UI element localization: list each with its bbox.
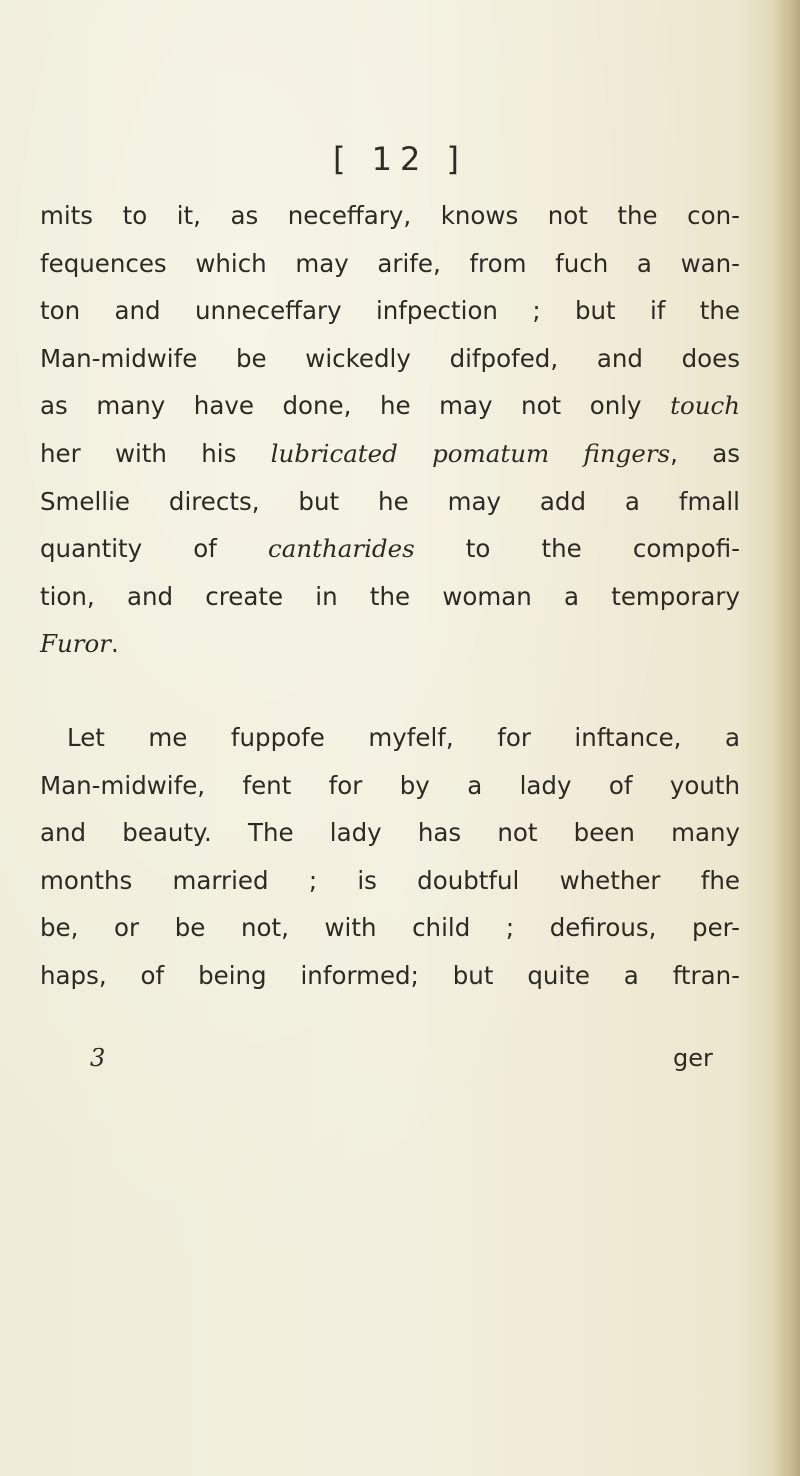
page-number-header: [ 12 ] <box>332 140 468 178</box>
italic-text: touch <box>670 391 740 421</box>
text-segment: fequences which may arife, from fuch a wan- <box>40 248 740 278</box>
text-segment: Let me fuppofe myfelf, for inftance, a <box>67 722 740 752</box>
text-segment: haps, of being informed; but quite a ftran- <box>40 960 740 990</box>
text-segment: months married ; is doubtful whether fhe <box>40 865 740 895</box>
text-segment: Man-midwife be wickedly difpofed, and does <box>40 343 740 373</box>
text-line <box>40 192 740 240</box>
text-segment: to the compofi- <box>414 534 740 564</box>
text-line <box>40 952 740 1000</box>
text-segment: Smellie directs, but he may add a fmall <box>40 486 740 516</box>
text-segment: as many have done, he may not only <box>40 391 671 421</box>
text-segment: Man-midwife, fent for by a lady of youth <box>40 770 740 800</box>
paragraph <box>40 192 740 668</box>
paragraph-gap <box>40 668 740 714</box>
text-line <box>40 287 740 335</box>
text-segment: her with his <box>40 438 271 468</box>
text-line <box>40 857 740 905</box>
text-line <box>40 714 740 762</box>
text-segment: mits to it, as neceffary, knows not the con- <box>40 201 740 230</box>
italic-text: cantharides <box>268 534 415 564</box>
page-footer <box>0 1044 800 1084</box>
text-line <box>40 240 740 288</box>
text-segment: quantity of <box>40 534 269 564</box>
text-line <box>40 904 740 952</box>
text-segment: ton and unneceffary infpection ; but if the <box>40 296 740 326</box>
text-segment: , as <box>670 438 740 468</box>
catchword: ger <box>673 1044 713 1072</box>
text-line <box>40 762 740 810</box>
text-segment: be, or be not, with child ; defirous, per- <box>40 913 740 943</box>
text-segment: and beauty. The lady has not been many <box>40 818 740 848</box>
text-line <box>40 620 740 668</box>
text-segment: tion, and create in the woman a temporary <box>40 581 740 611</box>
text-line <box>40 525 740 573</box>
text-line <box>40 573 740 621</box>
paragraph <box>40 714 740 1000</box>
italic-text: Furor <box>40 629 111 659</box>
body-text <box>40 192 740 1000</box>
text-line <box>40 430 740 478</box>
text-line <box>40 809 740 857</box>
text-line <box>40 382 740 430</box>
text-line <box>40 335 740 383</box>
text-line <box>40 478 740 526</box>
text-segment: . <box>110 629 119 659</box>
page-edge-shadow <box>772 0 800 1476</box>
italic-text: lubricated pomatum fingers <box>270 438 671 468</box>
signature-mark: 3 <box>90 1044 106 1072</box>
